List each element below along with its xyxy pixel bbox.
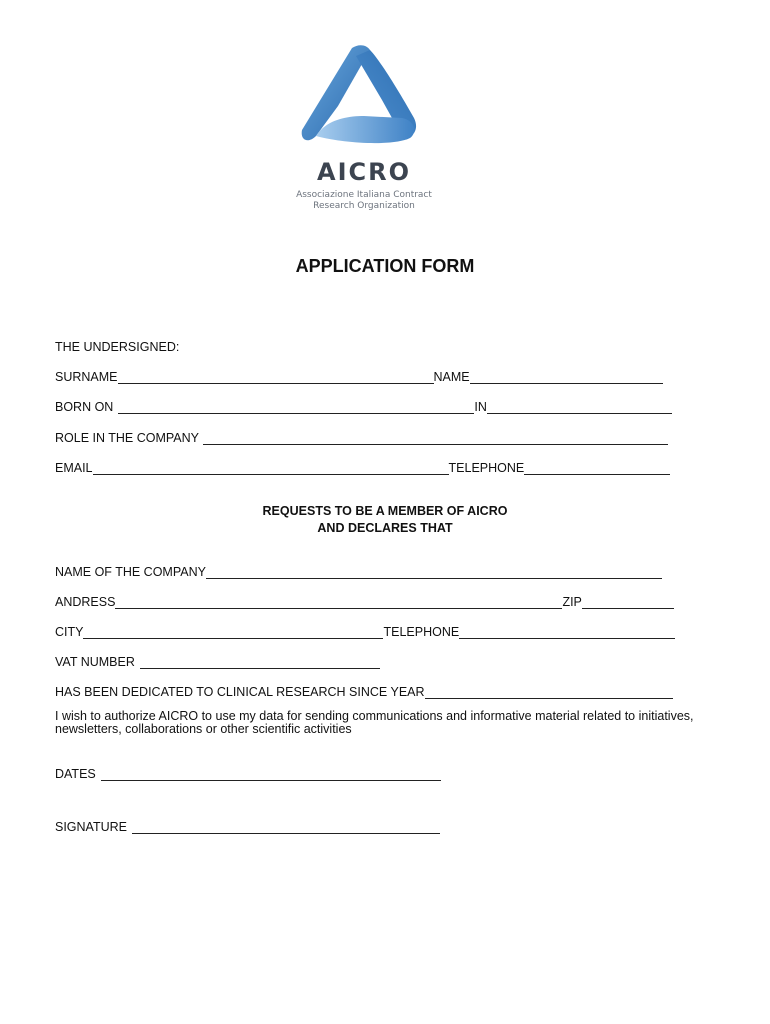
telephone2-label: TELEPHONE: [383, 625, 460, 639]
signature-row: [55, 818, 440, 836]
vat-row: [55, 653, 380, 671]
dedicated-label: HAS BEEN DEDICATED TO CLINICAL RESEARCH SINCE YEAR: [55, 685, 425, 699]
surname-name-row: [55, 368, 663, 386]
logo-subtitle-line1: Associazione Italiana Contract: [296, 190, 432, 200]
telephone-label: TELEPHONE: [448, 461, 525, 475]
form-title: APPLICATION FORM: [295, 256, 475, 276]
undersigned-label: THE UNDERSIGNED:: [55, 340, 180, 354]
city-field[interactable]: [83, 624, 383, 639]
dates-field[interactable]: [101, 766, 441, 781]
city-row: [55, 623, 675, 641]
zip-field[interactable]: [582, 594, 674, 609]
role-label: ROLE IN THE COMPANY: [55, 431, 200, 445]
aicro-triangle-logo-icon: [286, 40, 442, 152]
vat-field[interactable]: [140, 654, 380, 669]
dedicated-row: [55, 683, 673, 701]
request-heading: [0, 503, 770, 537]
zip-label: ZIP: [562, 595, 582, 609]
address-field[interactable]: [115, 594, 562, 609]
born-row: [55, 398, 672, 416]
telephone2-field[interactable]: [459, 624, 675, 639]
city-label: CITY: [55, 625, 84, 639]
name-field[interactable]: [470, 369, 663, 384]
request-line-2: AND DECLARES THAT: [317, 521, 453, 535]
born-in-field[interactable]: [487, 399, 672, 414]
logo-subtitle-line2: Research Organization: [313, 201, 415, 211]
logo-subtitle: [286, 190, 442, 212]
name-label: NAME: [433, 370, 470, 384]
email-field[interactable]: [93, 460, 449, 475]
company-name-label: NAME OF THE COMPANY: [55, 565, 206, 579]
signature-field[interactable]: [132, 819, 440, 834]
company-name-field[interactable]: [206, 564, 662, 579]
role-field[interactable]: [203, 430, 668, 445]
surname-label: SURNAME: [55, 370, 118, 384]
email-label: EMAIL: [55, 461, 93, 475]
born-on-field[interactable]: [118, 399, 474, 414]
surname-field[interactable]: [118, 369, 434, 384]
signature-label: SIGNATURE: [55, 820, 127, 834]
logo-name: AICRO: [317, 158, 411, 186]
authorization-text: I wish to authorize AICRO to use my data for sending communications and informative material related to initiatives, newsletters, collaborations or other scientific activities: [55, 709, 694, 736]
aicro-logo: [286, 40, 446, 220]
role-row: [55, 429, 668, 447]
address-label: ANDRESS: [55, 595, 116, 609]
dates-label: DATES: [55, 767, 96, 781]
address-row: [55, 593, 674, 611]
telephone-field[interactable]: [524, 460, 670, 475]
undersigned-row: [55, 338, 179, 356]
dedicated-year-field[interactable]: [425, 684, 673, 699]
in-label: IN: [474, 400, 487, 414]
vat-label: VAT NUMBER: [55, 655, 135, 669]
company-row: [55, 563, 662, 581]
born-on-label: BORN ON: [55, 400, 114, 414]
email-telephone-row: [55, 459, 670, 477]
dates-row: [55, 765, 441, 783]
request-line-1: REQUESTS TO BE A MEMBER OF AICRO: [262, 504, 508, 518]
